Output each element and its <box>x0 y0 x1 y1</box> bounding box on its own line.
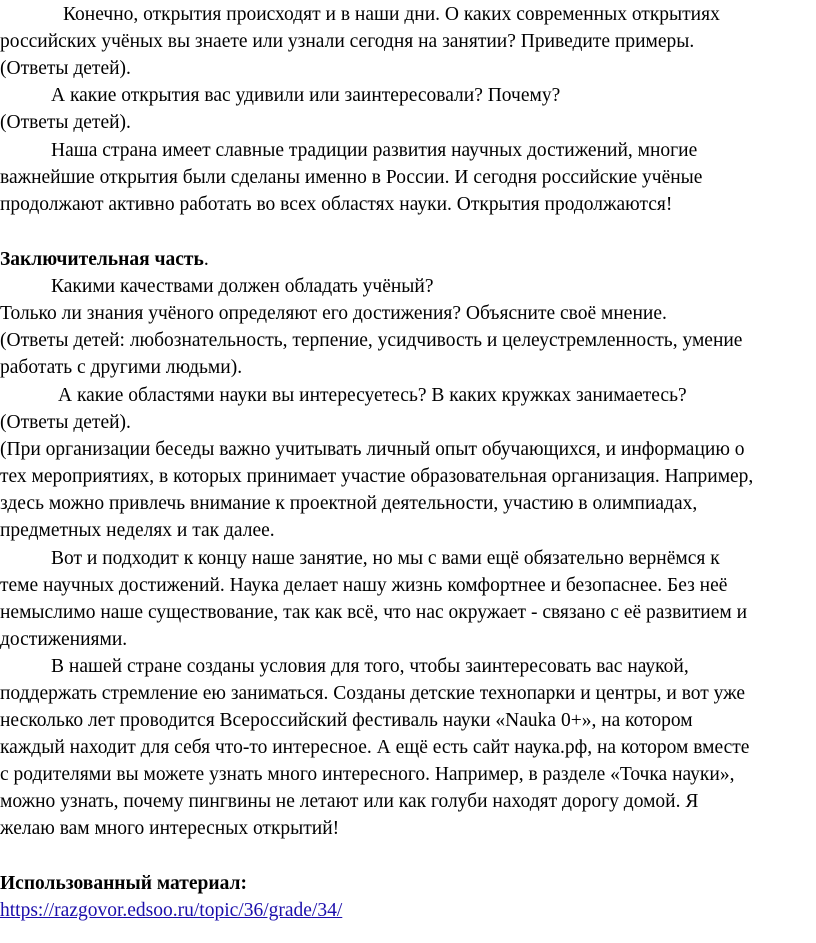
text-line: А какие областями науки вы интересуетесь? В каких кружках занимаетесь? <box>58 385 687 406</box>
section-heading-text: Заключительная часть <box>0 249 204 270</box>
text-line: поддержать стремление ею заниматься. Созданы детские технопарки и центры, и вот уже <box>0 683 746 704</box>
heading-period: . <box>203 249 209 270</box>
text-line: (Ответы детей). <box>0 112 131 133</box>
text-line: В нашей стране созданы условия для того, чтобы заинтересовать вас наукой, <box>51 656 689 677</box>
text-line: Вот и подходит к концу наше занятие, но мы с вами ещё обязательно вернёмся к <box>51 548 720 569</box>
text-line: немыслимо наше существование, так как всё, что нас окружает - связано с её развитием и <box>0 602 748 623</box>
text-line: (Ответы детей). <box>0 412 131 433</box>
text-line: желаю вам много интересных открытий! <box>0 818 340 839</box>
text-line: работать с другими людьми). <box>0 357 243 378</box>
references-heading: Использованный материал: <box>0 873 247 894</box>
reference-line <box>0 898 342 924</box>
text-line: (Ответы детей: любознательность, терпение, усидчивость и целеустремленность, умение <box>0 330 743 351</box>
text-line: продолжают активно работать во всех областях науки. Открытия продолжаются! <box>0 194 673 215</box>
text-line: здесь можно привлечь внимание к проектной деятельности, участию в олимпиадах, <box>0 493 698 514</box>
text-line: предметных неделях и так далее. <box>0 520 275 541</box>
text-line: А какие открытия вас удивили или заинтересовали? Почему? <box>51 85 561 106</box>
text-line: тех мероприятиях, в которых принимает участие образовательная организация. Например, <box>0 466 754 487</box>
text-line: Наша страна имеет славные традиции развития научных достижений, многие <box>51 140 698 161</box>
text-line: Только ли знания учёного определяют его достижения? Объясните своё мнение. <box>0 303 667 324</box>
source-link[interactable]: https://razgovor.edsoo.ru/topic/36/grade/34/ <box>0 900 343 921</box>
text-line: можно узнать, почему пингвины не летают или как голуби находят дорогу домой. Я <box>0 791 699 812</box>
text-line: (Ответы детей). <box>0 58 131 79</box>
text-line: несколько лет проводится Всероссийский фестиваль науки «Nauka 0+», на котором <box>0 710 693 731</box>
text-line: теме научных достижений. Наука делает нашу жизнь комфортнее и безопаснее. Без неё <box>0 575 728 596</box>
text-line: важнейшие открытия были сделаны именно в России. И сегодня российские учёные <box>0 167 703 188</box>
text-line: Конечно, открытия происходят и в наши дни. О каких современных открытиях <box>63 4 720 25</box>
text-line: каждый находит для себя что-то интересное. А ещё есть сайт наука.рф, на котором вместе <box>0 737 750 758</box>
section-heading <box>0 247 209 273</box>
text-line: достижениями. <box>0 629 128 650</box>
text-line: Какими качествами должен обладать учёный? <box>51 276 434 297</box>
text-line: (При организации беседы важно учитывать личный опыт обучающихся, и информацию о <box>0 439 745 460</box>
text-line: российских учёных вы знаете или узнали сегодня на занятии? Приведите примеры. <box>0 31 695 52</box>
text-line: с родителями вы можете узнать много интересного. Например, в разделе «Точка науки», <box>0 764 735 785</box>
